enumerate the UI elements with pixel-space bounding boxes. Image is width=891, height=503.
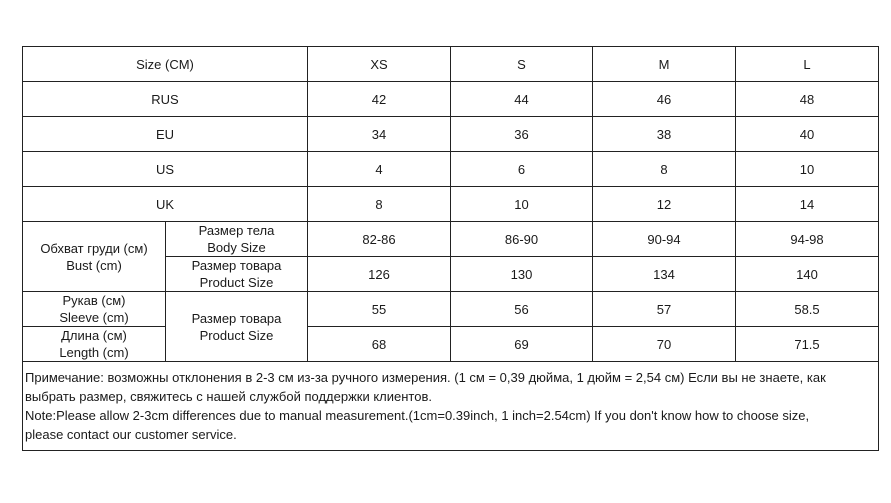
table-cell: 4 xyxy=(308,152,451,187)
table-cell: 134 xyxy=(593,257,736,292)
table-row xyxy=(23,292,879,327)
table-cell: 44 xyxy=(451,82,593,117)
measurement-note xyxy=(23,362,879,451)
note-line: Примечание: возможны отклонения в 2-3 см из-за ручного измерения. (1 см = 0,39 дюйма, 1 дюйм = 2,54 см) Если вы не знаете, как xyxy=(25,370,826,385)
product-size-label-en: Product Size xyxy=(199,327,274,343)
row-label: US xyxy=(23,152,308,187)
sleeve-label xyxy=(23,292,166,327)
table-cell: 40 xyxy=(736,117,879,152)
table-row xyxy=(23,327,879,362)
table-cell: 68 xyxy=(308,327,451,362)
table-cell: 90-94 xyxy=(593,222,736,257)
size-s-header: S xyxy=(451,47,593,82)
size-xs-header: XS xyxy=(308,47,451,82)
size-chart-table xyxy=(22,46,879,451)
table-cell: 12 xyxy=(593,187,736,222)
table-cell: 57 xyxy=(593,292,736,327)
table-cell: 10 xyxy=(736,152,879,187)
table-cell: 56 xyxy=(451,292,593,327)
table-cell: 70 xyxy=(593,327,736,362)
note-row xyxy=(23,362,879,451)
size-l-header: L xyxy=(736,47,879,82)
header-label: Size (CM) xyxy=(23,47,308,82)
note-line: please contact our customer service. xyxy=(25,427,237,442)
bust-label xyxy=(23,222,166,292)
table-cell: 8 xyxy=(308,187,451,222)
table-cell: 14 xyxy=(736,187,879,222)
table-cell: 10 xyxy=(451,187,593,222)
row-label: UK xyxy=(23,187,308,222)
table-row xyxy=(23,222,879,257)
table-row xyxy=(23,117,879,152)
table-cell: 86-90 xyxy=(451,222,593,257)
note-line: выбрать размер, свяжитесь с нашей службой поддержки клиентов. xyxy=(25,389,432,404)
table-cell: 82-86 xyxy=(308,222,451,257)
table-cell: 55 xyxy=(308,292,451,327)
table-cell: 34 xyxy=(308,117,451,152)
product-size-label-ru: Размер товара xyxy=(191,258,282,273)
table-cell: 94-98 xyxy=(736,222,879,257)
length-label-en: Length (cm) xyxy=(59,345,129,360)
table-cell: 126 xyxy=(308,257,451,292)
product-size-label xyxy=(166,257,308,292)
row-label: RUS xyxy=(23,82,308,117)
note-line: Note:Please allow 2-3cm differences due to manual measurement.(1cm=0.39inch, 1 inch=2.54cm) If you don't know how to choose size, xyxy=(25,408,810,423)
table-cell: 58.5 xyxy=(736,292,879,327)
product-size-label-ru: Размер товара xyxy=(191,310,282,326)
table-cell: 69 xyxy=(451,327,593,362)
bust-label-en: Bust (cm) xyxy=(66,257,122,273)
product-size-label xyxy=(166,292,308,362)
body-size-label-ru: Размер тела xyxy=(198,223,275,238)
table-cell: 8 xyxy=(593,152,736,187)
table-row xyxy=(23,152,879,187)
bust-label-ru: Обхват груди (см) xyxy=(40,240,148,256)
product-size-label-en: Product Size xyxy=(199,275,274,290)
table-cell: 130 xyxy=(451,257,593,292)
header-row xyxy=(23,47,879,82)
table-cell: 71.5 xyxy=(736,327,879,362)
table-cell: 38 xyxy=(593,117,736,152)
body-size-label xyxy=(166,222,308,257)
table-row xyxy=(23,187,879,222)
size-m-header: M xyxy=(593,47,736,82)
table-cell: 6 xyxy=(451,152,593,187)
sleeve-label-ru: Рукав (см) xyxy=(62,293,126,308)
body-size-label-en: Body Size xyxy=(207,240,266,255)
table-cell: 46 xyxy=(593,82,736,117)
length-label xyxy=(23,327,166,362)
table-cell: 42 xyxy=(308,82,451,117)
table-row xyxy=(23,82,879,117)
row-label: EU xyxy=(23,117,308,152)
length-label-ru: Длина (см) xyxy=(61,328,127,343)
table-cell: 140 xyxy=(736,257,879,292)
table-cell: 36 xyxy=(451,117,593,152)
table-cell: 48 xyxy=(736,82,879,117)
sleeve-label-en: Sleeve (cm) xyxy=(59,310,129,325)
